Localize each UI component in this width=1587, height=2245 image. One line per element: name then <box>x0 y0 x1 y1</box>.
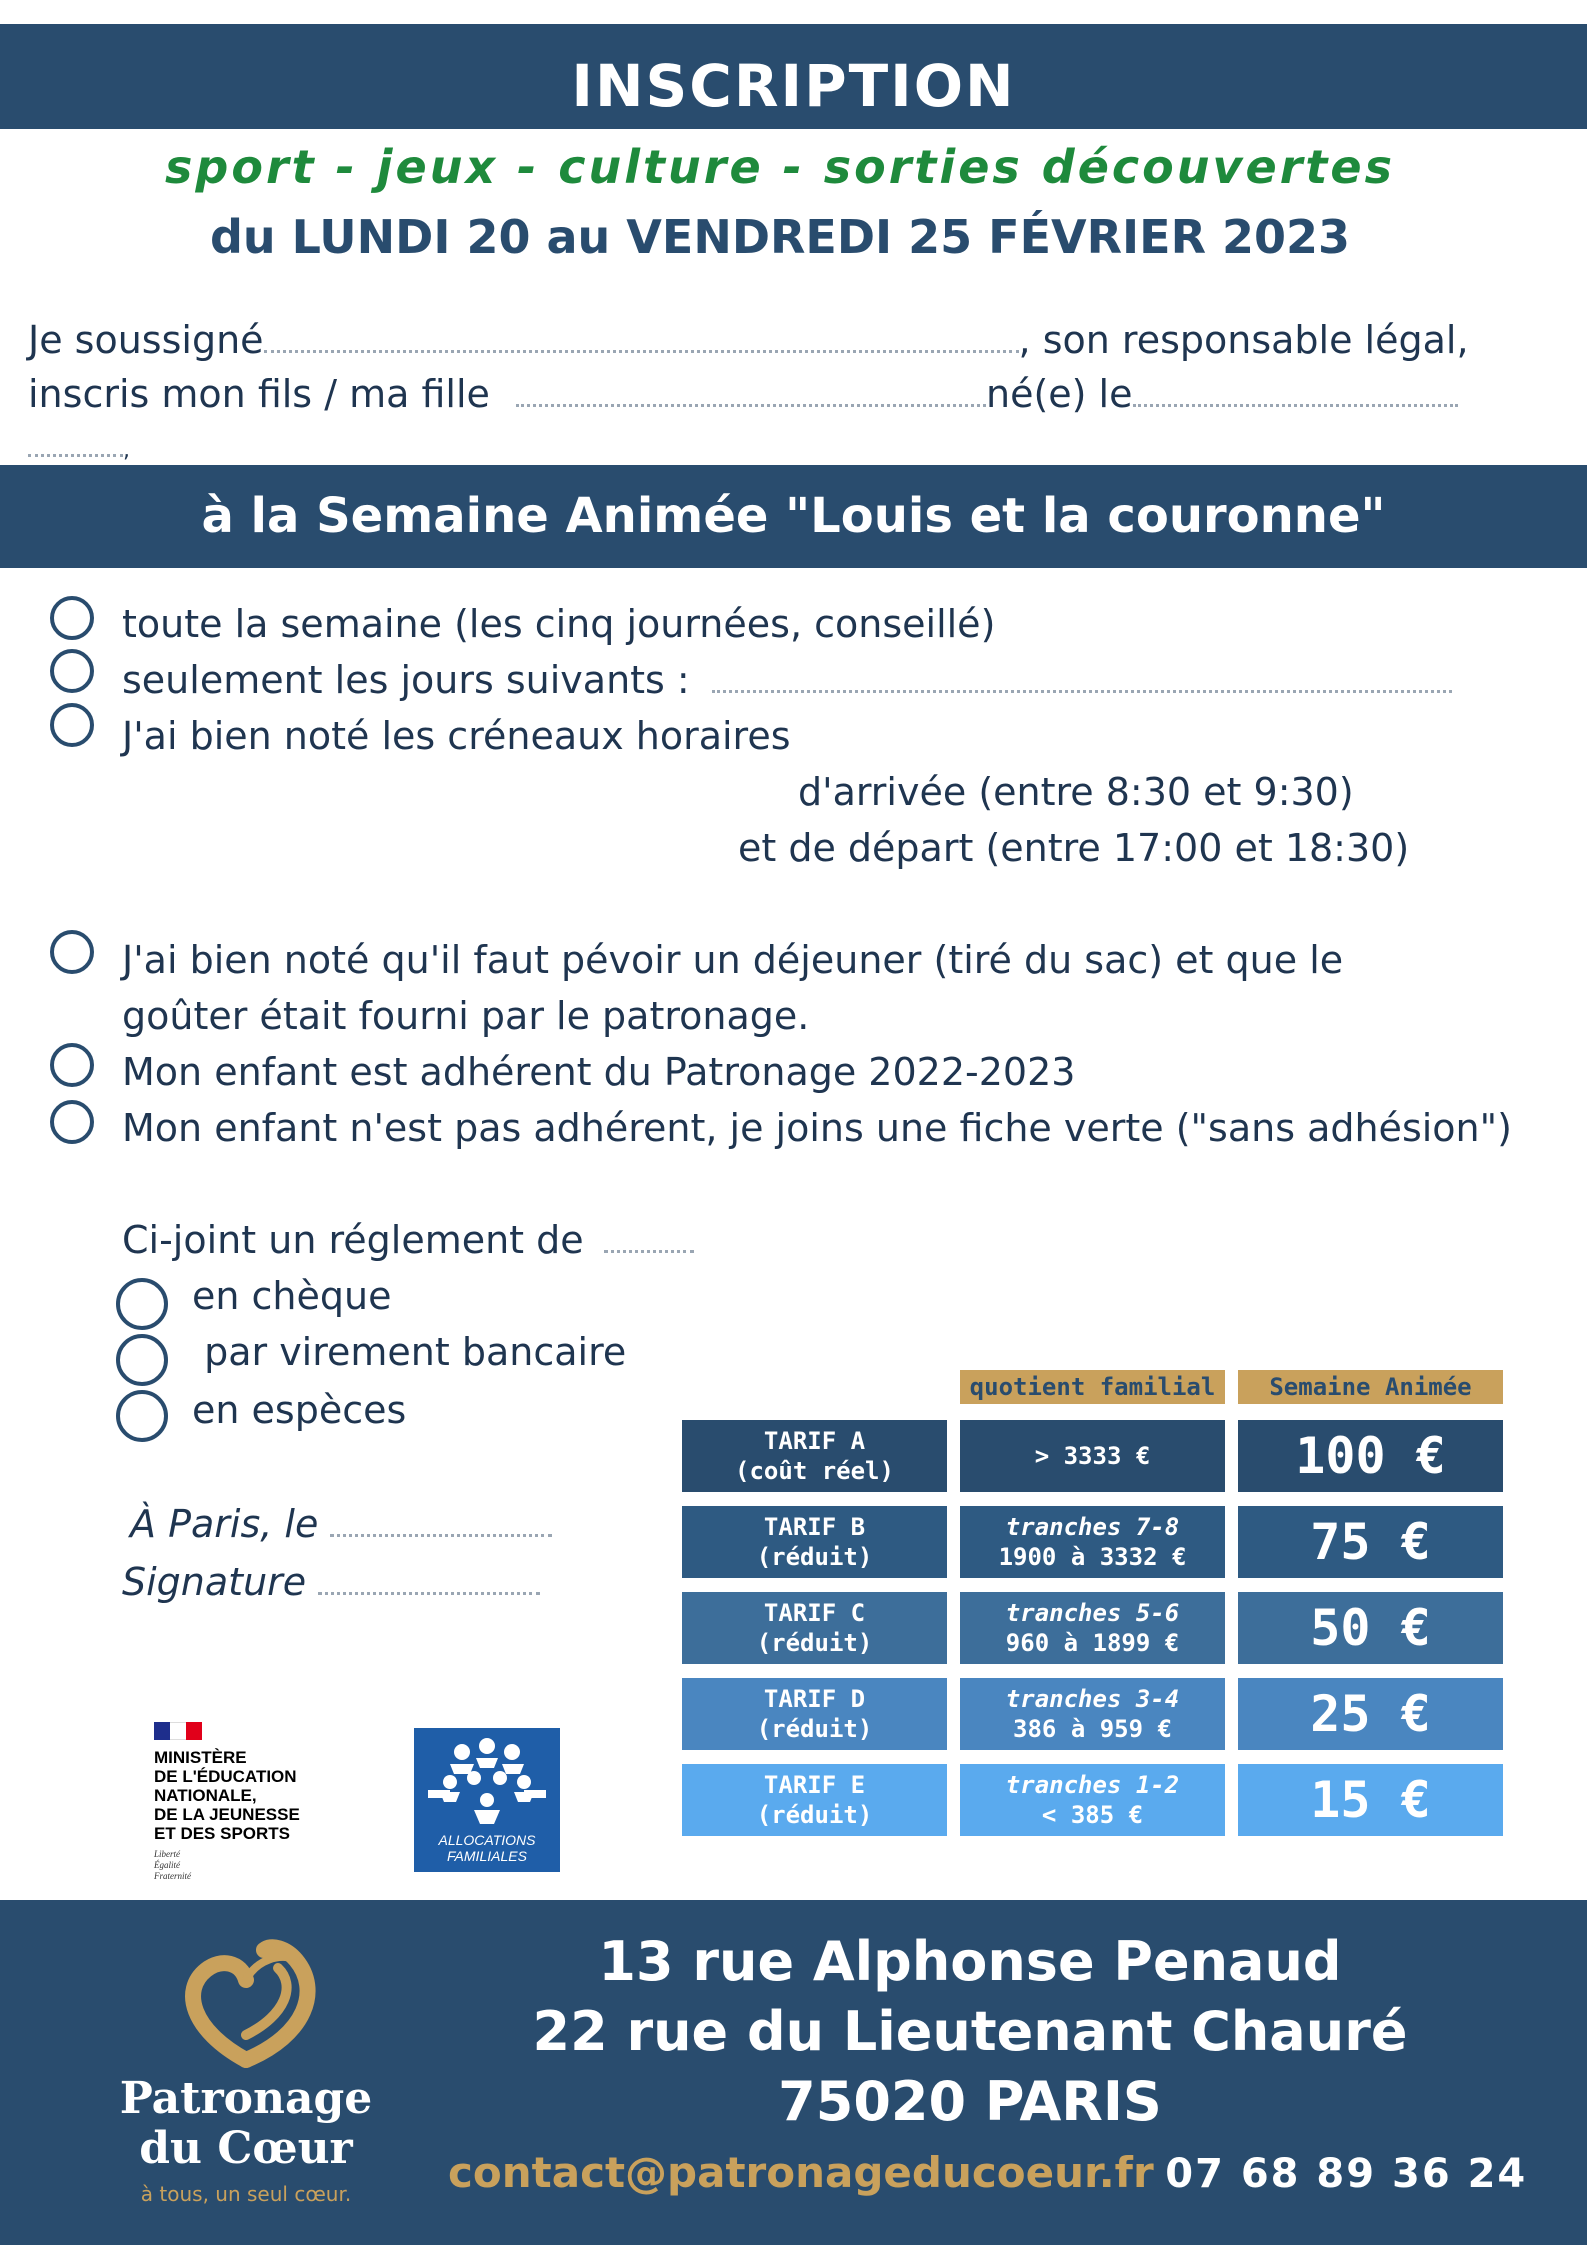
tariff-sub: (réduit) <box>756 1629 873 1657</box>
ministry-motto-line: Fraternité <box>154 1871 191 1881</box>
payment-transfer-label: par virement bancaire <box>192 1330 627 1374</box>
birth-label: né(e) le <box>985 372 1133 416</box>
tariff-sub: (réduit) <box>756 1543 873 1571</box>
quotient-cell <box>960 1506 1225 1578</box>
quotient-cell <box>960 1420 1225 1492</box>
price-value: 25 € <box>1310 1684 1431 1743</box>
declaration-line-1 <box>28 318 1469 362</box>
tariff-name: TARIF D <box>763 1685 866 1713</box>
patronage-tagline: à tous, un seul cœur. <box>140 2182 352 2206</box>
table-header-quotient: quotient familial <box>960 1370 1225 1404</box>
payment-intro <box>122 1218 694 1262</box>
option-lunch-label: J'ai bien noté qu'il faut pévoir un déjeuner (tiré du sac) et que le <box>122 938 1344 982</box>
option-lunch-label-continued: goûter était fourni par le patronage. <box>122 994 810 1038</box>
option-non-member-label: Mon enfant n'est pas adhérent, je joins une fiche verte ("sans adhésion") <box>122 1106 1512 1150</box>
price-value: 75 € <box>1310 1512 1431 1571</box>
ministry-name-line: MINISTÈRE <box>154 1748 247 1767</box>
activities-subtitle: sport - jeux - culture - sorties découvertes <box>165 140 1395 194</box>
tariff-name: TARIF E <box>763 1771 866 1799</box>
table-header-week: Semaine Animée <box>1238 1370 1503 1404</box>
declaration-line-2 <box>28 372 1458 416</box>
ministry-motto-line: Égalité <box>154 1860 180 1870</box>
price-cell <box>1238 1678 1503 1750</box>
quotient-range: 1900 à 3332 € <box>998 1543 1187 1571</box>
price-value: 50 € <box>1310 1598 1431 1657</box>
tariff-label-cell <box>682 1764 947 1836</box>
declaration-role: , son responsable légal, <box>1018 318 1469 362</box>
payment-cash-radio[interactable] <box>116 1390 168 1442</box>
ministry-motto-line: Liberté <box>154 1849 180 1859</box>
caf-name-line: ALLOCATIONS <box>438 1832 536 1848</box>
signature-dotted-field[interactable] <box>318 1592 540 1595</box>
ministry-name-line: NATIONALE, <box>154 1786 257 1805</box>
option-schedule-radio[interactable] <box>50 703 94 747</box>
name-dotted-field[interactable] <box>264 350 1019 353</box>
signature-place <box>130 1502 552 1546</box>
footer-address-1: 13 rue Alphonse Penaud <box>598 1930 1342 1993</box>
option-some-days <box>122 658 1452 702</box>
schedule-departure: et de départ (entre 17:00 et 18:30) <box>738 826 1410 870</box>
ministry-name-line: DE L'ÉDUCATION <box>154 1767 297 1786</box>
option-member-radio[interactable] <box>50 1043 94 1087</box>
payment-cheque-label: en chèque <box>192 1274 392 1318</box>
days-dotted-field[interactable] <box>712 690 1452 693</box>
option-some-days-radio[interactable] <box>50 649 94 693</box>
tariff-sub: (réduit) <box>756 1801 873 1829</box>
option-lunch-radio[interactable] <box>50 930 94 974</box>
payment-amount-dotted-field[interactable] <box>604 1250 694 1253</box>
quotient-tranches: tranches 1-2 <box>1005 1771 1180 1799</box>
schedule-arrival: d'arrivée (entre 8:30 et 9:30) <box>798 770 1354 814</box>
payment-transfer-radio[interactable] <box>116 1334 168 1386</box>
option-schedule-label: J'ai bien noté les créneaux horaires <box>122 714 791 758</box>
quotient-tranches: tranches 3-4 <box>1005 1685 1180 1713</box>
quotient-range: 960 à 1899 € <box>1005 1629 1180 1657</box>
event-title: à la Semaine Animée "Louis et la couronne" <box>201 488 1386 544</box>
declaration-line-3 <box>28 438 130 463</box>
tariff-sub: (coût réel) <box>735 1457 894 1485</box>
price-value: 100 € <box>1295 1426 1446 1485</box>
footer-city: 75020 PARIS <box>778 2070 1162 2133</box>
quotient-range: < 385 € <box>1041 1801 1144 1829</box>
payment-cash-label: en espèces <box>192 1388 407 1432</box>
price-cell <box>1238 1420 1503 1492</box>
quotient-range: > 3333 € <box>1034 1442 1151 1470</box>
patronage-name-line: du Cœur <box>139 2123 353 2174</box>
tariff-label-cell <box>682 1420 947 1492</box>
quotient-tranches: tranches 7-8 <box>1005 1513 1180 1541</box>
page-title: INSCRIPTION <box>571 52 1016 120</box>
flame-heart-icon <box>96 1930 396 2070</box>
birth-date-dotted-field[interactable] <box>1133 404 1458 407</box>
footer-contact <box>448 2148 1528 2197</box>
tariff-label-cell <box>682 1506 947 1578</box>
payment-cheque-radio[interactable] <box>116 1278 168 1330</box>
option-non-member-radio[interactable] <box>50 1100 94 1144</box>
tariff-label-cell <box>682 1592 947 1664</box>
tariff-label-cell <box>682 1678 947 1750</box>
signature-line <box>122 1560 540 1604</box>
continuation-dotted-field[interactable] <box>28 454 123 457</box>
declaration-comma: , <box>123 438 130 463</box>
option-member-label: Mon enfant est adhérent du Patronage 2022-2023 <box>122 1050 1076 1094</box>
tariff-sub: (réduit) <box>756 1715 873 1743</box>
tariff-name: TARIF B <box>763 1513 866 1541</box>
option-some-days-label: seulement les jours suivants : <box>122 658 690 702</box>
child-name-dotted-field[interactable] <box>516 404 986 407</box>
quotient-cell <box>960 1592 1225 1664</box>
signature-date-dotted-field[interactable] <box>330 1534 552 1537</box>
quotient-range: 386 à 959 € <box>1013 1715 1172 1743</box>
option-full-week-radio[interactable] <box>50 596 94 640</box>
patronage-logo <box>96 1930 396 2206</box>
patronage-name-line: Patronage <box>119 2073 373 2124</box>
ministry-name-line: DE LA JEUNESSE <box>154 1805 300 1824</box>
tariff-name: TARIF A <box>763 1427 866 1455</box>
signature-place-label: À Paris, le <box>130 1502 319 1546</box>
quotient-cell <box>960 1764 1225 1836</box>
payment-intro-label: Ci-joint un réglement de <box>122 1218 584 1262</box>
ministry-name-line: ET DES SPORTS <box>154 1824 291 1843</box>
signature-label: Signature <box>122 1560 307 1604</box>
footer-address-2: 22 rue du Lieutenant Chauré <box>532 2000 1408 2063</box>
caf-name-line: FAMILIALES <box>447 1848 527 1864</box>
declaration-child: inscris mon fils / ma fille <box>28 372 490 416</box>
option-full-week-label: toute la semaine (les cinq journées, conseillé) <box>122 602 996 646</box>
price-cell <box>1238 1764 1503 1836</box>
declaration-intro: Je soussigné <box>28 318 264 362</box>
dates-subtitle: du LUNDI 20 au VENDREDI 25 FÉVRIER 2023 <box>209 210 1351 264</box>
footer-email[interactable]: contact@patronageducoeur.fr <box>448 2148 1154 2197</box>
french-flag-icon <box>154 1722 202 1740</box>
families-icon <box>414 1734 560 1834</box>
price-cell <box>1238 1506 1503 1578</box>
price-value: 15 € <box>1310 1770 1431 1829</box>
footer-phone[interactable]: 07 68 89 36 24 <box>1165 2151 1528 2197</box>
quotient-tranches: tranches 5-6 <box>1005 1599 1180 1627</box>
price-cell <box>1238 1592 1503 1664</box>
ministry-logo <box>154 1722 334 1882</box>
quotient-cell <box>960 1678 1225 1750</box>
tariff-name: TARIF C <box>763 1599 866 1627</box>
caf-logo <box>414 1728 560 1872</box>
